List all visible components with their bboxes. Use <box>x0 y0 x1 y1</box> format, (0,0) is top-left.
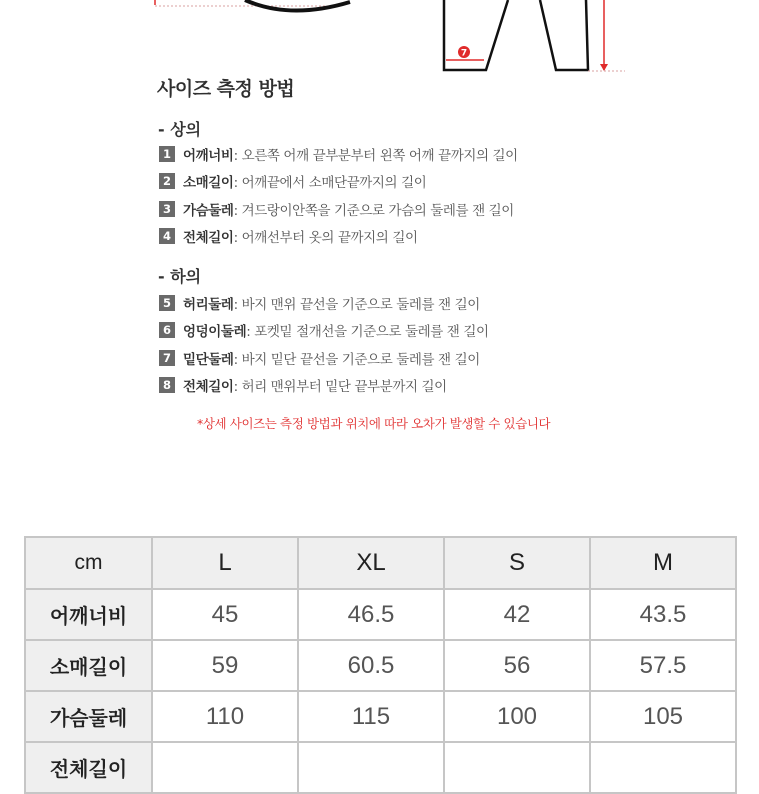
measurement-disclaimer: *상세 사이즈는 측정 방법과 위치에 따라 오차가 발생할 수 있습니다 <box>197 416 551 431</box>
table-cell: 59 <box>152 640 298 691</box>
measure-item <box>159 227 418 245</box>
measure-desc: : 포켓밑 절개선을 기준으로 둘레를 잰 길이 <box>246 324 489 340</box>
shirt-hem <box>245 0 350 11</box>
measure-desc: : 어깨끝에서 소매단끝까지의 길이 <box>233 175 427 191</box>
size-header: S <box>444 537 590 589</box>
measure-item <box>159 172 426 190</box>
table-cell: 46.5 <box>298 589 444 640</box>
row-label: 가슴둘레 <box>25 691 152 742</box>
table-row <box>25 640 736 691</box>
table-cell: 115 <box>298 691 444 742</box>
measure-item <box>159 349 480 367</box>
table-row <box>25 691 736 742</box>
table-cell <box>152 742 298 793</box>
row-label: 전체길이 <box>25 742 152 793</box>
number-badge: 2 <box>159 173 175 189</box>
length-arrow-icon <box>600 64 608 71</box>
measure-desc: : 바지 맨위 끝선을 기준으로 둘레를 잰 길이 <box>233 297 480 313</box>
table-cell: 42 <box>444 589 590 640</box>
table-cell <box>298 742 444 793</box>
number-badge: 8 <box>159 377 175 393</box>
measure-item <box>159 294 480 312</box>
number-badge: 7 <box>159 350 175 366</box>
table-cell: 56 <box>444 640 590 691</box>
number-badge: 6 <box>159 322 175 338</box>
table-row <box>25 589 736 640</box>
marker-7-label: 7 <box>460 48 468 59</box>
size-header: XL <box>298 537 444 589</box>
size-header: L <box>152 537 298 589</box>
measure-desc: : 겨드랑이안쪽을 기준으로 가슴의 둘레를 잰 길이 <box>233 203 514 219</box>
measure-item <box>159 145 518 163</box>
pants-right-leg <box>540 0 588 70</box>
measure-name: 어깨너비 <box>183 148 234 164</box>
table-row <box>25 742 736 793</box>
table-cell: 45 <box>152 589 298 640</box>
number-badge: 1 <box>159 146 175 162</box>
measure-name: 엉덩이둘레 <box>183 324 247 340</box>
table-cell: 60.5 <box>298 640 444 691</box>
measure-desc: : 허리 맨위부터 밑단 끝부분까지 길이 <box>233 379 447 395</box>
row-label: 어깨너비 <box>25 589 152 640</box>
table-cell: 110 <box>152 691 298 742</box>
measure-name: 밑단둘레 <box>183 352 234 368</box>
bottom-section-heading: - 하의 <box>158 267 202 286</box>
number-badge: 4 <box>159 228 175 244</box>
table-cell: 57.5 <box>590 640 736 691</box>
measure-guide-title: 사이즈 측정 방법 <box>157 78 295 100</box>
measure-desc: : 어깨선부터 옷의 끝까지의 길이 <box>233 230 418 246</box>
table-cell: 105 <box>590 691 736 742</box>
table-cell: 100 <box>444 691 590 742</box>
measure-name: 소매길이 <box>183 175 234 191</box>
measure-name: 전체길이 <box>183 230 234 246</box>
row-label: 소매길이 <box>25 640 152 691</box>
top-section-heading: - 상의 <box>158 120 202 139</box>
measure-item <box>159 200 514 218</box>
measure-item <box>159 321 489 339</box>
size-table <box>24 536 737 794</box>
measure-name: 전체길이 <box>183 379 234 395</box>
table-cell: 43.5 <box>590 589 736 640</box>
table-cell <box>590 742 736 793</box>
measure-desc: : 바지 밑단 끝선을 기준으로 둘레를 잰 길이 <box>233 352 480 368</box>
size-header: M <box>590 537 736 589</box>
measure-name: 가슴둘레 <box>183 203 234 219</box>
measure-name: 허리둘레 <box>183 297 234 313</box>
number-badge: 5 <box>159 295 175 311</box>
garment-illustration <box>0 0 759 80</box>
table-header-row <box>25 537 736 589</box>
measure-desc: : 오른쪽 어깨 끝부분부터 왼쪽 어깨 끝까지의 길이 <box>233 148 518 164</box>
unit-header: cm <box>25 537 152 589</box>
measure-item <box>159 376 447 394</box>
number-badge: 3 <box>159 201 175 217</box>
table-cell <box>444 742 590 793</box>
